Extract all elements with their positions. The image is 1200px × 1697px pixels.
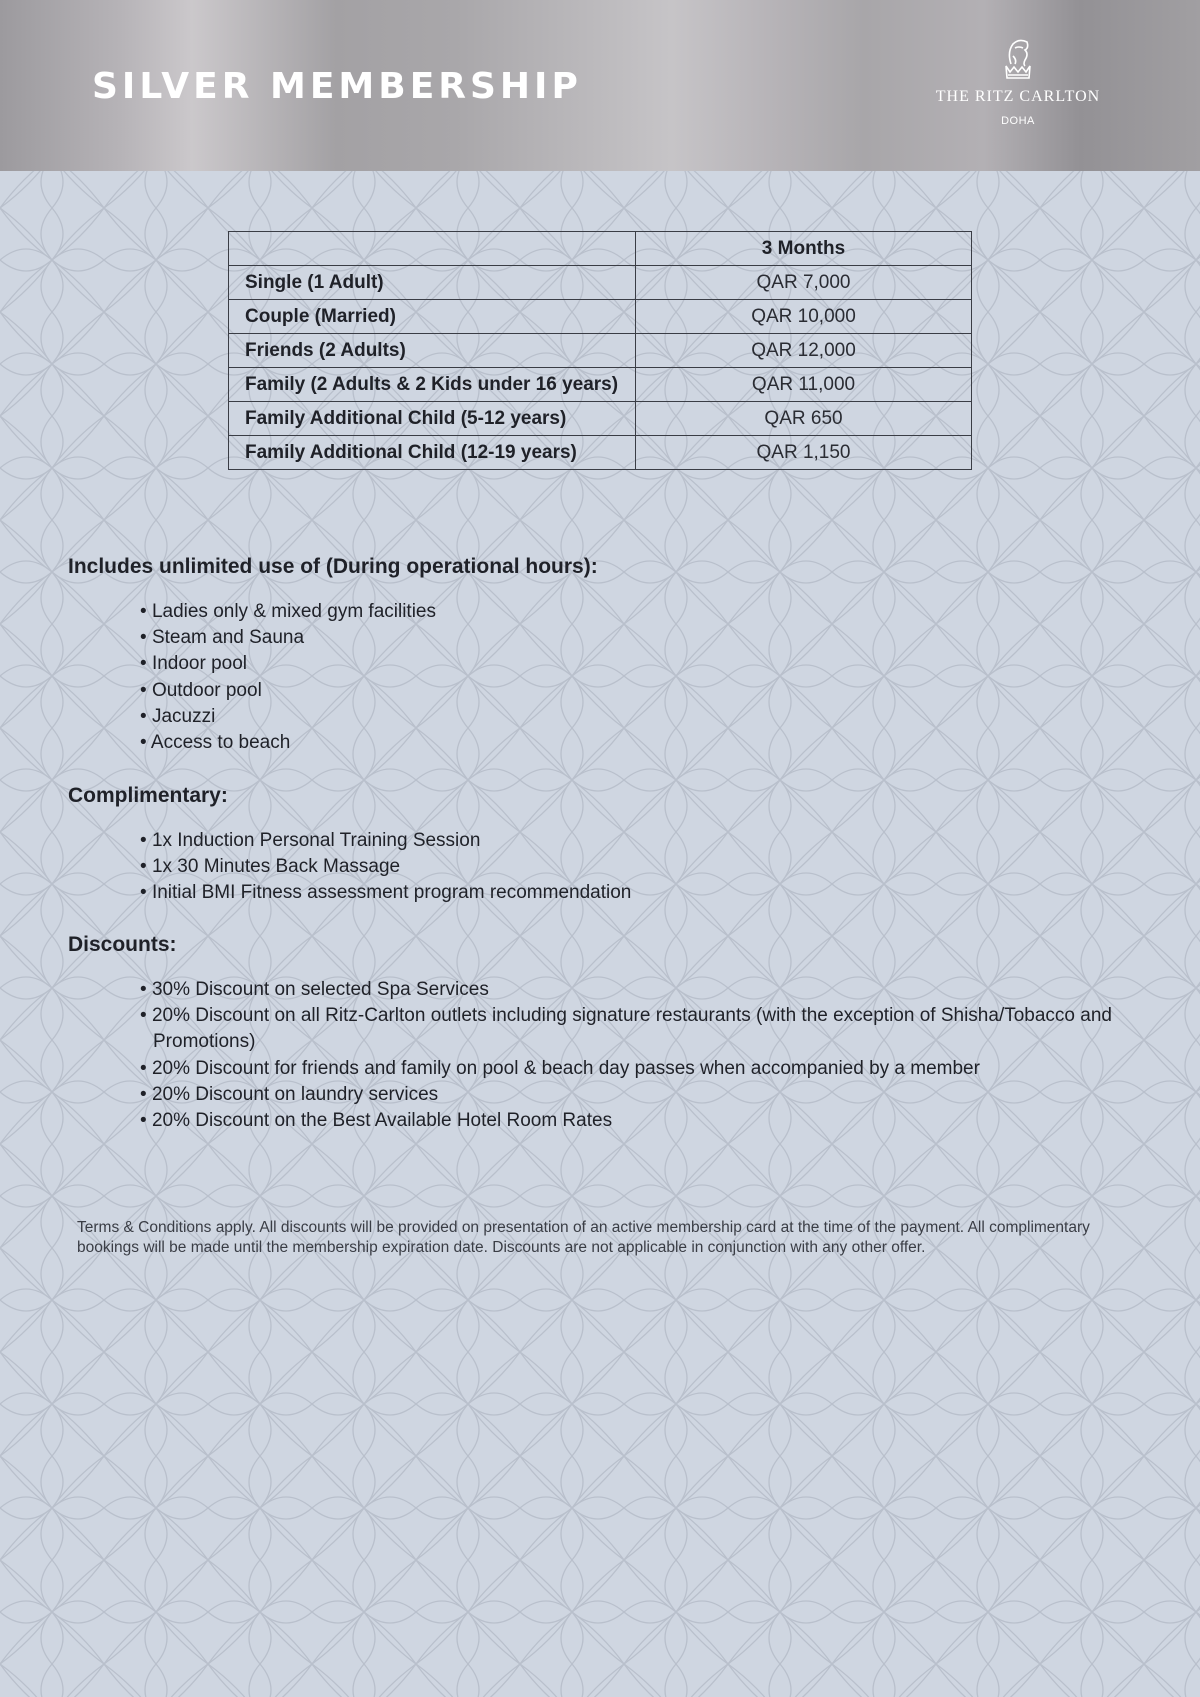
list-item: • Access to beach	[140, 730, 1140, 756]
list-item: • 20% Discount on all Ritz-Carlton outlets including signature restaurants (with the exception of Shisha/Tobacco and Promotions)	[140, 1003, 1140, 1055]
list-item: • Steam and Sauna	[140, 625, 1140, 651]
row-price: QAR 1,150	[636, 436, 972, 470]
row-price: QAR 11,000	[636, 368, 972, 402]
list-item: • 20% Discount on the Best Available Hotel Room Rates	[140, 1108, 1140, 1134]
list-item: • 30% Discount on selected Spa Services	[140, 977, 1140, 1003]
includes-list	[140, 599, 1140, 756]
lion-crown-icon	[1001, 36, 1035, 82]
list-item: • Outdoor pool	[140, 678, 1140, 704]
row-price: QAR 7,000	[636, 266, 972, 300]
pricing-table	[228, 231, 972, 470]
list-item: • Jacuzzi	[140, 704, 1140, 730]
brand-city: DOHA	[1001, 115, 1035, 127]
row-label: Friends (2 Adults)	[229, 334, 636, 368]
row-label: Family (2 Adults & 2 Kids under 16 years)	[229, 368, 636, 402]
table-row	[229, 300, 972, 334]
discounts-list	[140, 977, 1140, 1134]
row-label: Single (1 Adult)	[229, 266, 636, 300]
complimentary-heading: Complimentary:	[68, 784, 228, 807]
list-item: • 20% Discount for friends and family on pool & beach day passes when accompanied by a member	[140, 1056, 1140, 1082]
list-item: • 20% Discount on laundry services	[140, 1082, 1140, 1108]
includes-heading: Includes unlimited use of (During operational hours):	[68, 555, 598, 578]
ritz-carlton-logo	[920, 36, 1116, 127]
page-title: SILVER MEMBERSHIP	[92, 66, 582, 107]
table-row	[229, 402, 972, 436]
row-label: Family Additional Child (12-19 years)	[229, 436, 636, 470]
list-item: • Ladies only & mixed gym facilities	[140, 599, 1140, 625]
table-row	[229, 436, 972, 470]
list-item: • Indoor pool	[140, 651, 1140, 677]
table-row	[229, 368, 972, 402]
row-label: Couple (Married)	[229, 300, 636, 334]
list-item: • 1x 30 Minutes Back Massage	[140, 854, 1140, 880]
table-row	[229, 266, 972, 300]
row-label: Family Additional Child (5-12 years)	[229, 402, 636, 436]
terms-and-conditions: Terms & Conditions apply. All discounts will be provided on presentation of an active membership card at the time of the payment. All complimentary bookings will be made until the membership expiration date. Discounts are not applicable in conjunction with any other offer.	[77, 1219, 1090, 1256]
table-header-row	[229, 232, 972, 266]
row-price: QAR 10,000	[636, 300, 972, 334]
header-banner	[0, 0, 1200, 171]
row-price: QAR 650	[636, 402, 972, 436]
list-item: • Initial BMI Fitness assessment program recommendation	[140, 880, 1140, 906]
empty-header-cell	[229, 232, 636, 266]
complimentary-list	[140, 828, 1140, 907]
list-item: • 1x Induction Personal Training Session	[140, 828, 1140, 854]
row-price: QAR 12,000	[636, 334, 972, 368]
column-header: 3 Months	[636, 232, 972, 266]
discounts-heading: Discounts:	[68, 933, 177, 956]
table-row	[229, 334, 972, 368]
brand-name: THE RITZ CARLTON	[935, 88, 1101, 105]
